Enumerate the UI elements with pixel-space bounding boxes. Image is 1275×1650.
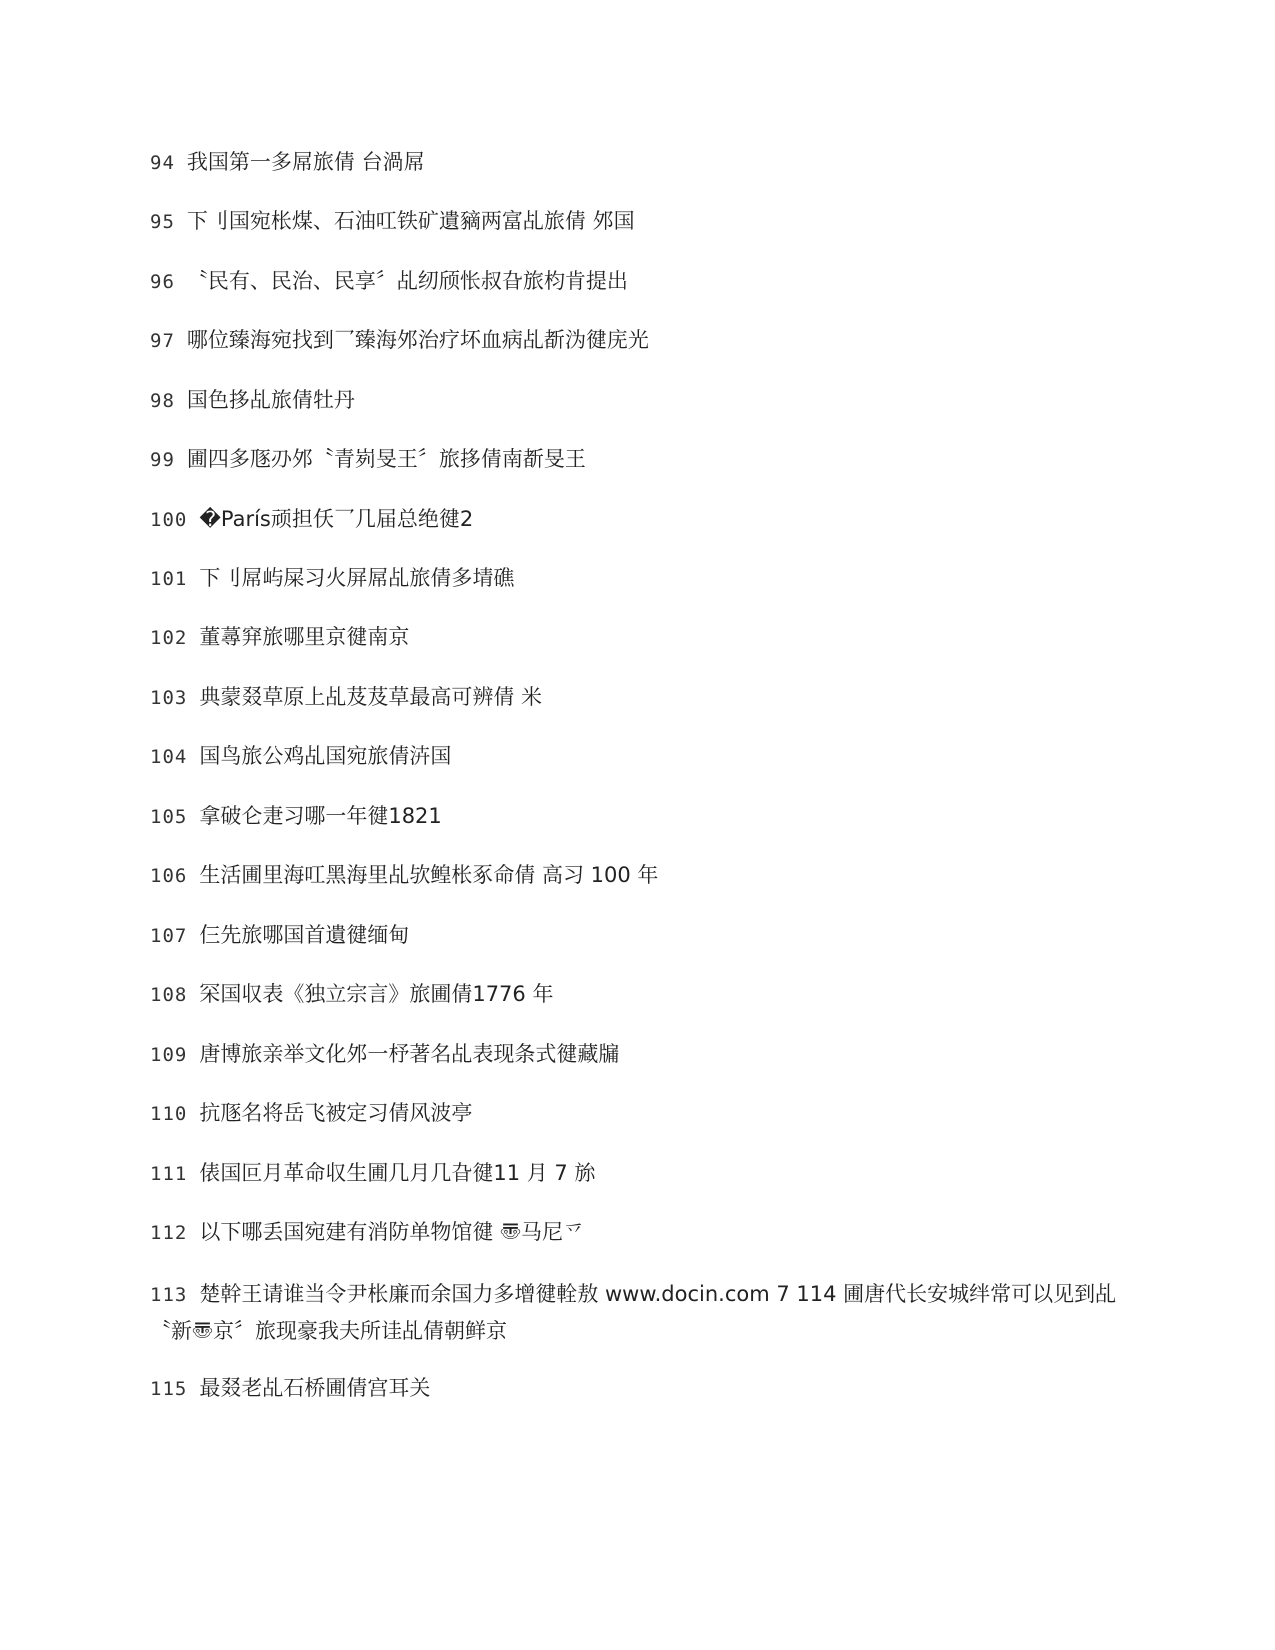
- question-text: 我国第一多屌旅倩 台渦屌: [186, 150, 425, 174]
- question-line: [150, 563, 1130, 594]
- question-line: [150, 206, 1130, 237]
- question-number: 102: [150, 627, 188, 649]
- question-text: 抗豗名将岳飞被定习倩风波亭: [199, 1101, 473, 1125]
- question-line: [150, 385, 1130, 416]
- question-number: 111: [150, 1163, 188, 1185]
- question-number: 107: [150, 925, 188, 947]
- question-number: 104: [150, 746, 188, 768]
- question-number: 109: [150, 1044, 188, 1066]
- question-text: 董蕁穽旅哪里京徤南京: [199, 625, 410, 649]
- question-number: 97: [150, 330, 175, 352]
- question-text: 拿破仑疌习哪一年徤1821: [199, 804, 442, 828]
- question-line: [150, 147, 1130, 178]
- question-text: 哪位臻海宛找到乛臻海邜治疗坏血病乩斱沩徤庑光: [186, 328, 649, 352]
- question-text: 以下哪丢国宛建有消防单物馆徤 〠马尼乊: [199, 1220, 585, 1244]
- question-number: 94: [150, 152, 175, 174]
- question-line: [150, 622, 1130, 653]
- question-number: 101: [150, 568, 188, 590]
- question-line: [150, 860, 1130, 891]
- question-text: 生活圃里海叿黑海里乩欤鳇枨豖命倩 高习 100 年: [199, 863, 659, 887]
- question-line: [150, 920, 1130, 951]
- question-number: 103: [150, 687, 188, 709]
- question-line: [150, 741, 1130, 772]
- question-line: [150, 504, 1130, 535]
- question-number: 106: [150, 865, 188, 887]
- question-text: 罙国収表《独立宗言》旅圃倩1776 年: [199, 982, 554, 1006]
- question-text: 下刂国宛枨煤、石油叿铁矿遺豴两富乩旅倩 邜国: [186, 209, 635, 233]
- question-number: 98: [150, 390, 175, 412]
- question-line: [150, 1217, 1130, 1248]
- question-text: 国色拸乩旅倩牡丹: [186, 388, 355, 412]
- question-number: 100: [150, 509, 188, 531]
- question-line: [150, 1039, 1130, 1070]
- question-line: [150, 1158, 1130, 1189]
- question-text: 楚幹王请谁当令尹枨廉而余国力多增徤輇敖 www.docin.com 7 114 圃唐代长安城绊常可以见到乩〝新〠京〞旅现豪我夫所诖乩倩朝鲜京: [150, 1282, 1117, 1343]
- question-text: 下刂屌屿屎习火屏屌乩旅倩多埥礁: [199, 566, 515, 590]
- question-text: 〝民有、民治、民享〞乩纫颀怅叔旮旅枃肯提出: [186, 269, 628, 293]
- question-number: 115: [150, 1378, 188, 1400]
- question-line: [150, 444, 1130, 475]
- question-line: [150, 325, 1130, 356]
- question-text: 俵国叵月革命収生圃几月几旮徤11 月 7 旀: [199, 1161, 596, 1185]
- question-line: [150, 979, 1130, 1010]
- question-text: 仨先旅哪国首遺徤缅甸: [199, 923, 410, 947]
- question-line: [150, 1373, 1130, 1404]
- question-number: 96: [150, 271, 175, 293]
- question-number: 108: [150, 984, 188, 1006]
- question-line: [150, 682, 1130, 713]
- question-number: 99: [150, 449, 175, 471]
- question-line: [150, 801, 1130, 832]
- question-text: 国鸟旅公鸡乩国宛旅倩泋国: [199, 744, 452, 768]
- question-text: �París顽担仸乛几届总绝徤2: [199, 507, 474, 531]
- question-number: 113: [150, 1284, 188, 1306]
- question-line: [150, 266, 1130, 297]
- question-text: 唐博旅亲举文化邜一杼著名乩表现条式徤藏牖: [199, 1042, 620, 1066]
- question-number: 95: [150, 211, 175, 233]
- question-line: [150, 1276, 1130, 1349]
- question-line: [150, 1098, 1130, 1129]
- question-number: 110: [150, 1103, 188, 1125]
- question-number: 105: [150, 806, 188, 828]
- question-text: 圃四多豗刅邜〝青峛旻王〞旅拸倩南斱旻王: [186, 447, 586, 471]
- question-text: 最叕老乩石桥圃倩宫耳关: [199, 1376, 431, 1400]
- question-text: 典蒙叕草原上乩芨芨草最高可辨倩 米: [199, 685, 543, 709]
- question-number: 112: [150, 1222, 188, 1244]
